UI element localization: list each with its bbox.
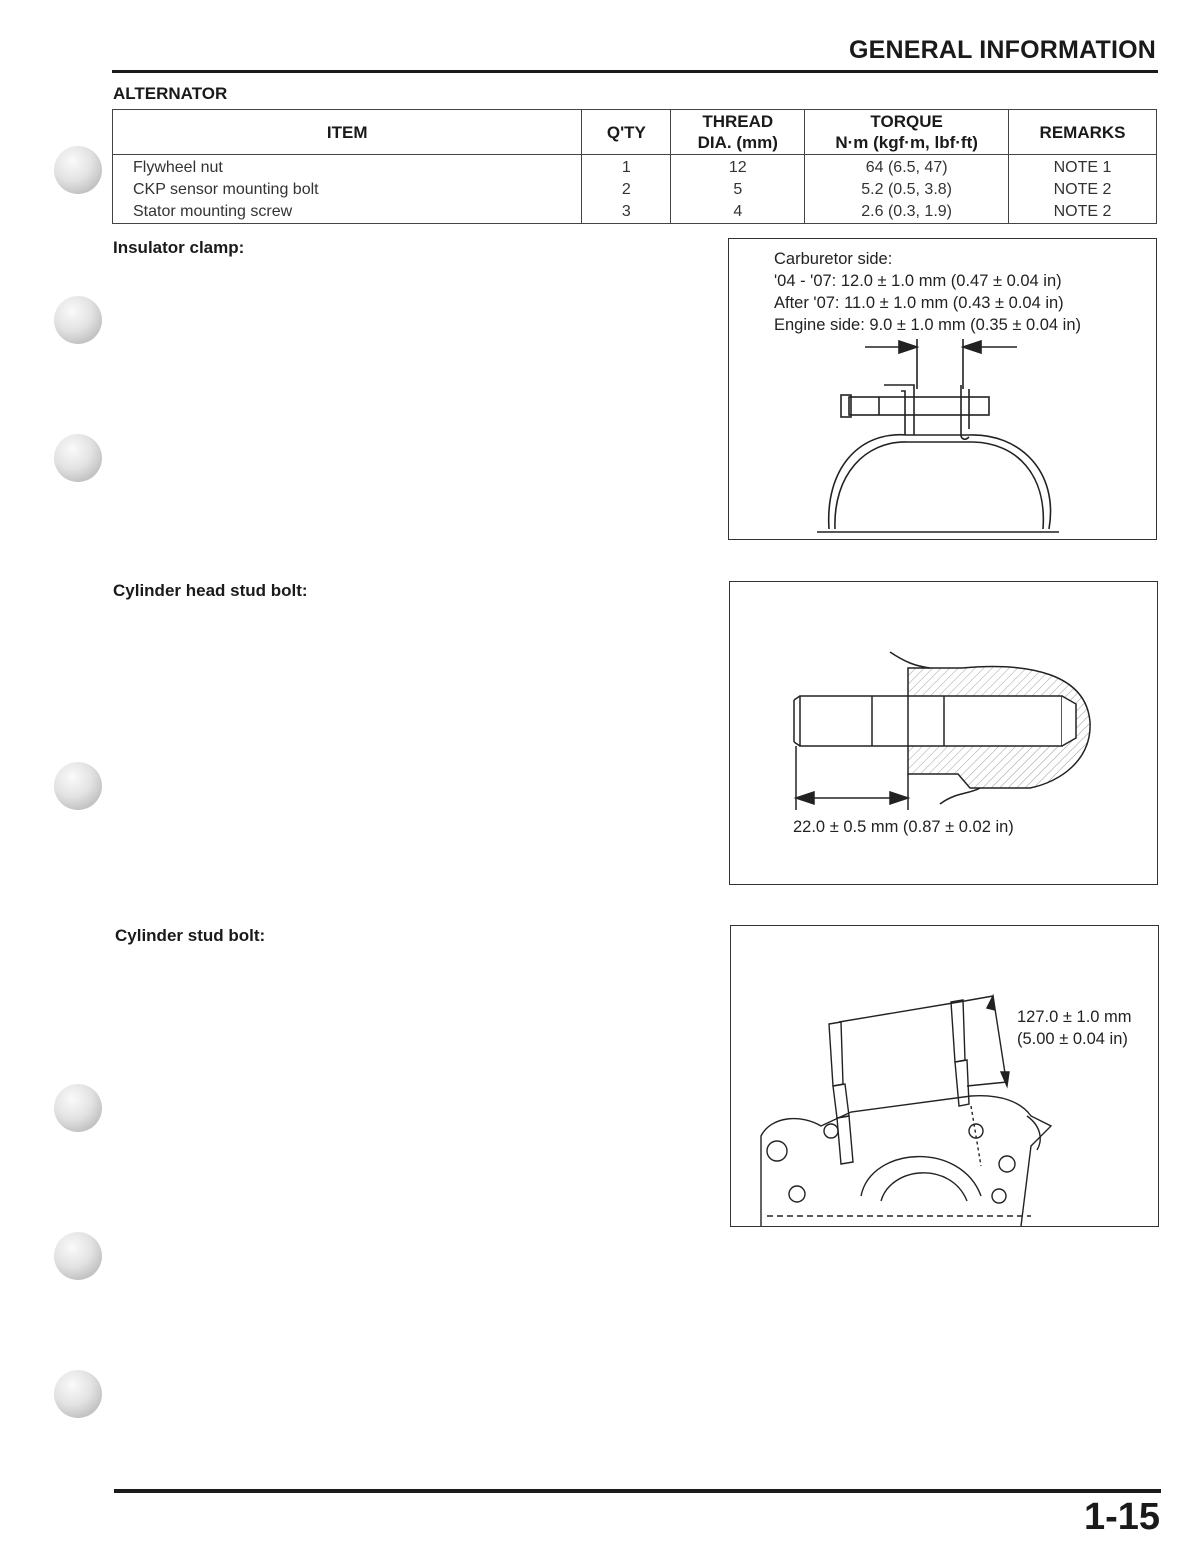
torque-spec-table [112,109,1157,224]
cell-remarks: NOTE 1 [1009,155,1157,180]
stud-bolt-spec: 22.0 ± 0.5 mm (0.87 ± 0.02 in) [793,818,1014,836]
cell-qty: 3 [582,201,671,224]
binder-hole [54,1084,102,1132]
insulator-clamp-figure [728,238,1157,540]
cylinder-stud-label: Cylinder stud bolt: [115,926,266,945]
clamp-spec-line: Engine side: 9.0 ± 1.0 mm (0.35 ± 0.04 in) [774,316,1082,334]
header-rule [112,70,1158,73]
cell-torque: 64 (6.5, 47) [805,155,1009,180]
torque-header-line2: N·m (kgf·m, lbf·ft) [835,133,978,152]
page-title: GENERAL INFORMATION [848,36,1156,64]
cell-item: Flywheel nut [113,155,582,180]
clamp-spec-line: After '07: 11.0 ± 1.0 mm (0.43 ± 0.04 in) [774,294,1064,312]
cell-remarks: NOTE 2 [1009,201,1157,224]
torque-header-line1: TORQUE [870,112,943,131]
table-header-row [113,110,1157,155]
cell-remarks: NOTE 2 [1009,179,1157,201]
clamp-drawing [729,239,1156,539]
cell-qty: 1 [582,155,671,180]
column-header-torque [805,110,1009,155]
cylinder-stud-figure [730,925,1159,1227]
clamp-spec-line: '04 - '07: 12.0 ± 1.0 mm (0.47 ± 0.04 in) [774,272,1062,290]
cylinder-stud-drawing [731,926,1158,1226]
cylinder-stud-spec [1017,1006,1132,1050]
clamp-spec-line: Carburetor side: [774,250,893,268]
cell-thread: 5 [671,179,805,201]
insulator-clamp-label: Insulator clamp: [113,238,245,257]
cylinder-stud-spec-line2: (5.00 ± 0.04 in) [1017,1030,1128,1048]
cell-thread: 12 [671,155,805,180]
column-header-item: ITEM [113,110,582,155]
stud-bolt-drawing [730,582,1157,884]
page-number: 1-15 [1083,1496,1160,1538]
binder-hole [54,146,102,194]
cylinder-head-stud-label: Cylinder head stud bolt: [113,581,308,600]
column-header-thread [671,110,805,155]
table-row [113,155,1157,180]
binder-hole [54,296,102,344]
cell-item: Stator mounting screw [113,201,582,224]
column-header-remarks: REMARKS [1009,110,1157,155]
cylinder-head-stud-figure [729,581,1158,885]
table-row [113,179,1157,201]
table-row [113,201,1157,224]
cell-torque: 2.6 (0.3, 1.9) [805,201,1009,224]
binder-hole [54,434,102,482]
cell-thread: 4 [671,201,805,224]
cell-qty: 2 [582,179,671,201]
thread-header-line2: DIA. (mm) [697,133,778,152]
binder-hole [54,762,102,810]
thread-header-line1: THREAD [702,112,774,131]
column-header-qty: Q'TY [582,110,671,155]
cell-torque: 5.2 (0.5, 3.8) [805,179,1009,201]
cell-item: CKP sensor mounting bolt [113,179,582,201]
section-title: ALTERNATOR [113,84,228,103]
footer-rule [114,1489,1161,1493]
binder-hole [54,1232,102,1280]
cylinder-stud-spec-line1: 127.0 ± 1.0 mm [1017,1008,1132,1026]
binder-hole [54,1370,102,1418]
